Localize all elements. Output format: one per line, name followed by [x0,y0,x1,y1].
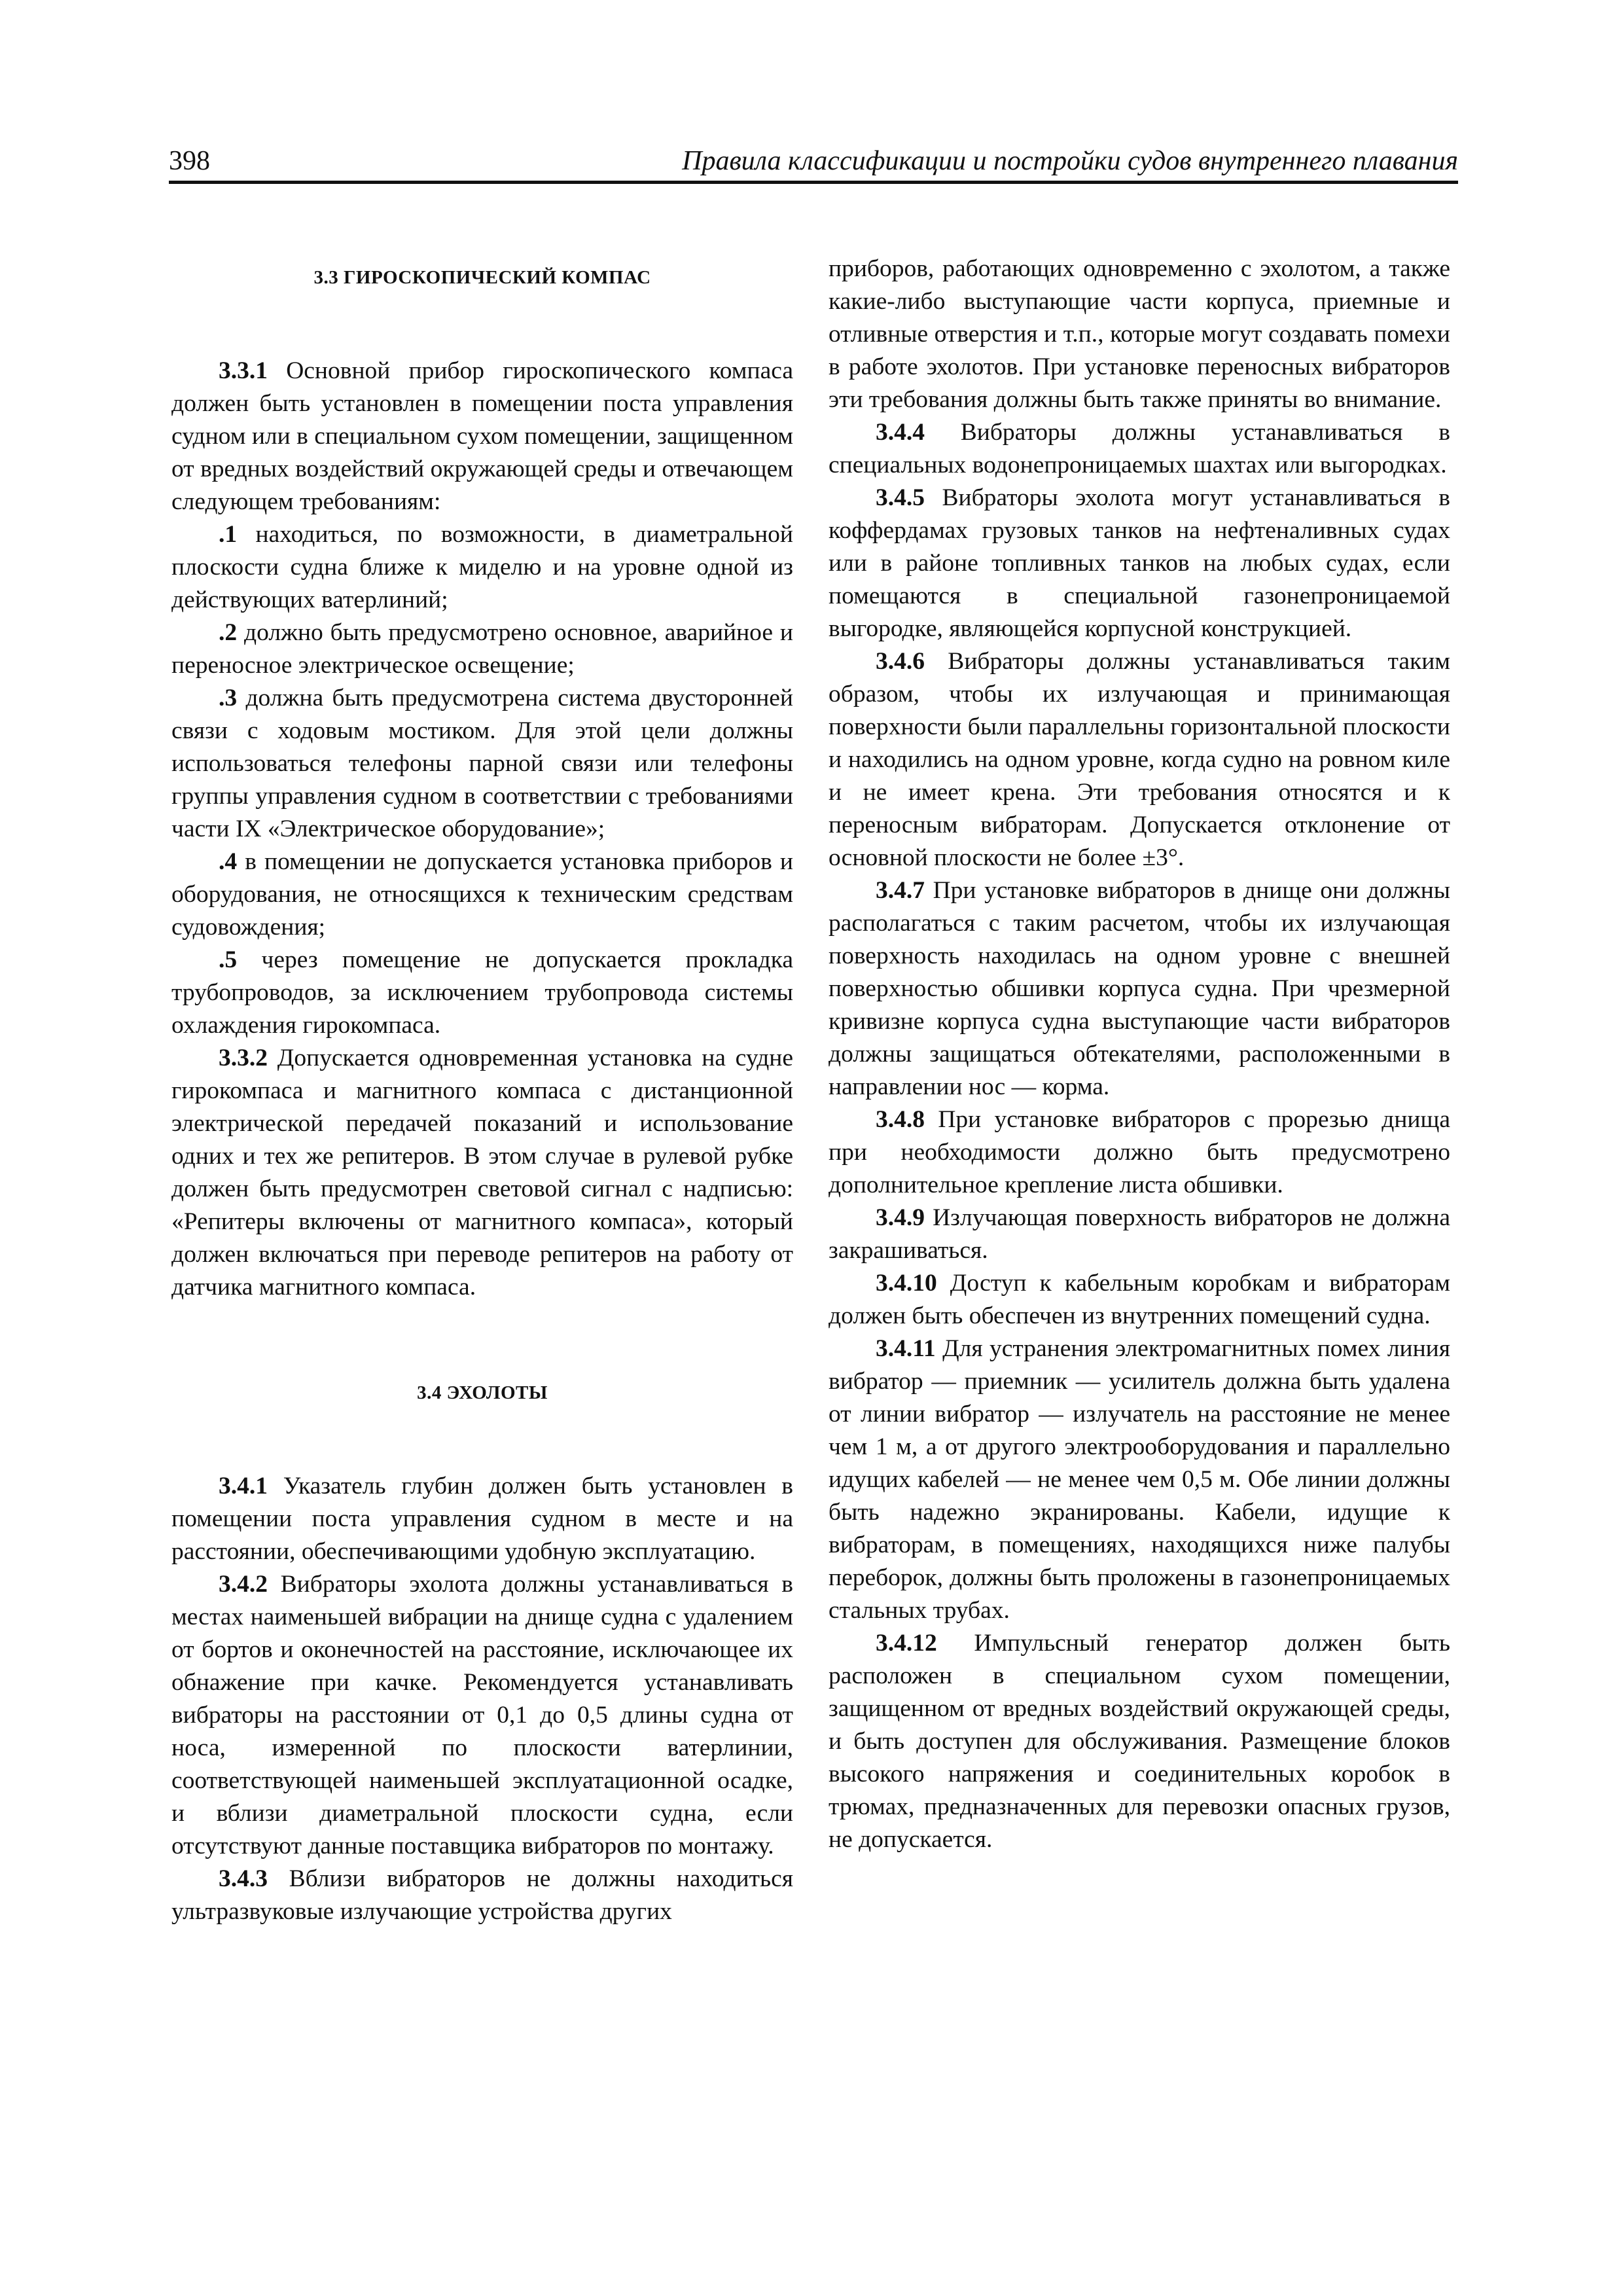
clause-number: 3.4.7 [876,877,925,904]
list-item-5 [171,944,793,1042]
item-number: .4 [219,848,238,875]
item-text: должна быть предусмотрена система двусторонней связи с ходовым мостиком. Для этой цели должны использоваться телефоны парной связи или телефоны группы управления судном в соответствии с требованиями части IX «Электрическое оборудование»; [171,685,793,842]
section-heading-3-4: 3.4 ЭХОЛОТЫ [417,1382,548,1403]
clause-number: 3.4.6 [876,648,925,675]
paragraph-3-4-1 [171,1470,793,1568]
list-item-3 [171,682,793,846]
section-heading-3-3: 3.3 ГИРОСКОПИЧЕСКИЙ КОМПАС [313,267,651,288]
item-number: .2 [219,619,238,646]
left-column [171,257,793,1928]
paragraph-text: Основной прибор гироскопического компаса должен быть установлен в помещении поста управления судном или в специальном сухом помещении, защищенном от вредных воздействий окружающей среды и отвечающем следующем требованиям: [171,357,793,515]
paragraph-3-4-6 [829,645,1450,874]
clause-number: 3.4.9 [876,1204,925,1231]
paragraph-3-4-7 [829,874,1450,1103]
clause-number: 3.4.8 [876,1106,925,1133]
paragraph-3-3-1 [171,355,793,518]
running-title: Правила классификации и постройки судов внутреннего плавания [682,146,1458,176]
paragraph-text: Вибраторы должны устанавливаться в специальных водонепроницаемых шахтах или выгородках. [829,419,1450,478]
paragraph-3-4-5 [829,482,1450,645]
item-number: .3 [219,685,238,711]
paragraph-text: Допускается одновременная установка на судне гирокомпаса и магнитного компаса с дистанционной электрической передачей показаний и использование одних и тех же репитеров. В этом случае в рулевой рубке должен быть предусмотрен световой сигнал с надписью: «Репитеры включены от магнитного компаса», который должен включаться при переводе репитеров на работу от датчика магнитного компаса. [171,1045,793,1300]
paragraph-text: Указатель глубин должен быть установлен в помещении поста управления судном в месте и на расстоянии, обеспечивающими удобную эксплуатацию. [171,1473,793,1565]
clause-number: 3.4.11 [876,1335,936,1362]
item-number: .5 [219,946,238,973]
clause-number: 3.3.1 [219,357,268,384]
paragraph-3-4-9 [829,1202,1450,1267]
paragraph-text: При установке вибраторов в днище они должны располагаться с таким расчетом, чтобы их излучающая поверхность находилась на одном уровне с внешней поверхностью обшивки корпуса судна. При чрезмерной кривизне корпуса судна выступающие части вибраторов должны защищаться обтекателями, расположенными в направлении нос — корма. [829,877,1450,1100]
paragraph-text: Излучающая поверхность вибраторов не должна закрашиваться. [829,1204,1450,1264]
list-item-2 [171,617,793,682]
item-text: находиться, по возможности, в диаметральной плоскости судна ближе к миделю и на уровне одной из действующих ватерлиний; [171,521,793,613]
paragraph-3-4-8 [829,1103,1450,1202]
clause-number: 3.4.3 [219,1865,268,1892]
paragraph-text: При установке вибраторов с прорезью днища при необходимости должно быть предусмотрено дополнительное крепление листа обшивки. [829,1106,1450,1198]
paragraph-text: Импульсный генератор должен быть расположен в специальном сухом помещении, защищенном от вредных воздействий окружающей среды, и быть доступен для обслуживания. Размещение блоков высокого напряжения и соединительных коробок в трюмах, предназначенных для перевозки опасных грузов, не допускается. [829,1630,1450,1853]
paragraph-3-4-3-continued: приборов, работающих одновременно с эхолотом, а также какие-либо выступающие части корпуса, приемные и отливные отверстия и т.п., которые могут создавать помехи в работе эхолотов. При установке переносных вибраторов эти требования должны быть также приняты во внимание. [829,255,1450,413]
list-item-1 [171,518,793,617]
paragraph-text: Вблизи вибраторов не должны находиться ультразвуковые излучающие устройства других [171,1865,793,1925]
paragraph-3-4-2 [171,1568,793,1863]
item-text: через помещение не допускается прокладка трубопроводов, за исключением трубопровода системы охлаждения гирокомпаса. [171,946,793,1039]
paragraph-3-4-11 [829,1333,1450,1627]
item-text: должно быть предусмотрено основное, аварийное и переносное электрическое освещение; [171,619,793,679]
paragraph-text: Вибраторы эхолота могут устанавливаться в коффердамах грузовых танков на нефтеналивных судах или в районе топливных танков на любых судах, если помещаются в специальной газонепроницаемой выгородке, являющейся корпусной конструкцией. [829,484,1450,642]
clause-number: 3.4.5 [876,484,925,511]
paragraph-text: Вибраторы должны устанавливаться таким образом, чтобы их излучающая и принимающая поверхности были параллельны горизонтальной плоскости и находились на одном уровне, когда судно на ровном киле и не имеет крена. Эти требования относятся и к переносным вибраторам. Допускается отклонение от основной плоскости не более ±3°. [829,648,1450,871]
page-number: 398 [169,146,210,176]
clause-number: 3.4.10 [876,1270,937,1297]
item-number: .1 [219,521,238,548]
paragraph-3-4-3 [171,1863,793,1928]
clause-number: 3.4.12 [876,1630,937,1657]
paragraph-text: Доступ к кабельным коробкам и вибраторам должен быть обеспечен из внутренних помещений судна. [829,1270,1450,1329]
paragraph-3-3-2 [171,1042,793,1304]
clause-number: 3.3.2 [219,1045,268,1071]
clause-number: 3.4.1 [219,1473,268,1499]
clause-number: 3.4.2 [219,1571,268,1598]
paragraph-text: Для устранения электромагнитных помех линия вибратор — приемник — усилитель должна быть удалена от линии вибратор — излучатель на расстояние не менее чем 1 м, а от другого электрооборудования и параллельно идущих кабелей — не менее чем 0,5 м. Обе линии должны быть надежно экранированы. Кабели, идущие к вибраторам, в помещениях, находящихся ниже палубы переборок, должны быть проложены в газонепроницаемых стальных трубах. [829,1335,1450,1624]
paragraph-3-4-10 [829,1267,1450,1333]
item-text: в помещении не допускается установка приборов и оборудования, не относящихся к техническим средствам судовождения; [171,848,793,941]
right-column [829,253,1450,1856]
paragraph-text: Вибраторы эхолота должны устанавливаться в местах наименьшей вибрации на днище судна с удалением от бортов и оконечностей на расстояние, исключающее их обнажение при качке. Рекомендуется устанавливать вибраторы на расстоянии от 0,1 до 0,5 длины судна от носа, измеренной по плоскости ватерлинии, соответствующей наименьшей эксплуатационной осадке, и вблизи диаметральной плоскости судна, если отсутствуют данные поставщика вибраторов по монтажу. [171,1571,793,1859]
page-header [169,137,1458,184]
paragraph-3-4-4 [829,416,1450,482]
paragraph-3-4-12 [829,1627,1450,1856]
list-item-4 [171,846,793,944]
clause-number: 3.4.4 [876,419,925,446]
